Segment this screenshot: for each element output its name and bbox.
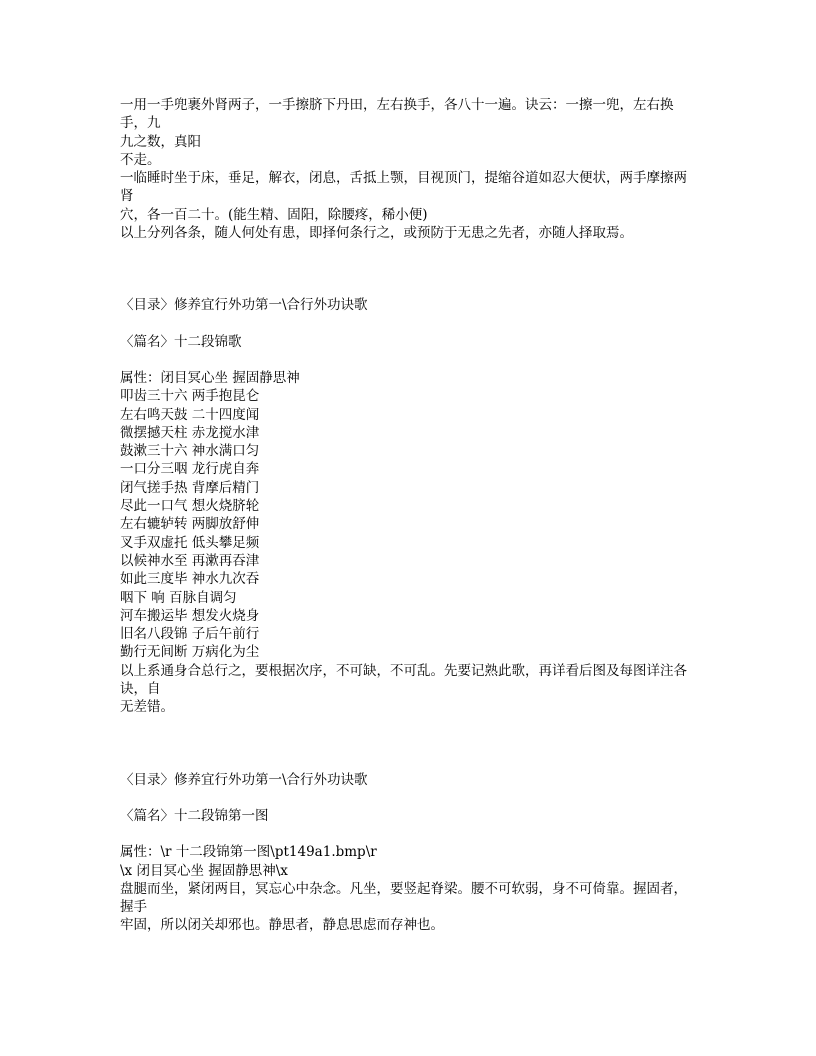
text-line: \x 闭目冥心坐 握固静思神\x: [120, 862, 288, 879]
chapter-heading: 〈篇名〉十二段锦第一图: [120, 807, 269, 824]
text-line: 左右辘轳转 两脚放舒伸: [120, 516, 260, 533]
text-line: 以上系通身合总行之，要根据次序，不可缺，不可乱。先要记熟此歌，再详看后图及每图详注各诀，自: [120, 662, 687, 698]
text-line: 牢固，所以闭关却邪也。静思者，静息思虑而存神也。: [120, 917, 444, 934]
text-line: 如此三度毕 神水九次吞: [120, 571, 260, 588]
text-line: 闭气搓手热 背摩后精门: [120, 479, 260, 496]
document-page: [120, 96, 700, 935]
catalog-heading: 〈目录〉修养宜行外功第一\合行外功诀歌: [120, 297, 368, 314]
text-line: 不走。: [120, 151, 161, 168]
section-3: [120, 771, 700, 935]
text-line: 鼓漱三十六 神水满口匀: [120, 443, 260, 460]
text-line: 穴，各一百二十。(能生精、固阳，除腰疼，稀小便): [120, 206, 428, 223]
text-line: 九之数，真阳: [120, 133, 201, 150]
text-line: 微摆撼天柱 赤龙搅水津: [120, 424, 260, 441]
text-line: 属性：\r 十二段锦第一图\pt149a1.bmp\r: [120, 844, 377, 861]
text-line: 叩齿三十六 两手抱昆仑: [120, 388, 260, 405]
spacer: [120, 717, 700, 771]
spacer: [120, 315, 700, 333]
text-line: 一用一手兜裹外肾两子，一手擦脐下丹田，左右换手，各八十一遍。诀云：一擦一兜，左右换手，九: [120, 97, 674, 132]
text-line: 以上分列各条，随人何处有患，即择何条行之，或预防于无患之先者，亦随人择取焉。: [120, 225, 633, 242]
text-line: 河车搬运毕 想发火烧身: [120, 607, 260, 624]
text-line: 一临睡时坐于床，垂足，解衣，闭息，舌抵上颚，目视顶门，提缩谷道如忍大便状，两手摩擦两肾: [120, 170, 687, 205]
spacer: [120, 242, 700, 296]
text-line: 以候神水至 再漱再吞津: [120, 552, 260, 569]
spacer: [120, 789, 700, 807]
text-line: 一口分三咽 龙行虎自奔: [120, 461, 260, 478]
spacer: [120, 351, 700, 369]
text-line: 属性：闭目冥心坐 握固静思神: [120, 369, 300, 386]
text-line: 盘腿而坐，紧闭两目，冥忘心中杂念。凡坐，要竖起脊梁。腰不可软弱，身不可倚靠。握固者，握手: [120, 880, 687, 916]
section-2: [120, 296, 700, 716]
chapter-heading: 〈篇名〉十二段锦歌: [120, 333, 242, 350]
text-line: 无差错。: [120, 699, 174, 716]
text-line: 叉手双虚托 低头攀足频: [120, 534, 260, 551]
text-line: 勤行无间断 万病化为尘: [120, 644, 260, 661]
text-line: 咽下 响 百脉自调匀: [120, 589, 237, 606]
text-line: 尽此一口气 想火烧脐轮: [120, 498, 260, 515]
text-line: 左右鸣天鼓 二十四度闻: [120, 406, 260, 423]
text-line: 旧名八段锦 子后午前行: [120, 626, 260, 643]
catalog-heading: 〈目录〉修养宜行外功第一\合行外功诀歌: [120, 771, 368, 788]
spacer: [120, 825, 700, 843]
section-1: [120, 96, 700, 242]
